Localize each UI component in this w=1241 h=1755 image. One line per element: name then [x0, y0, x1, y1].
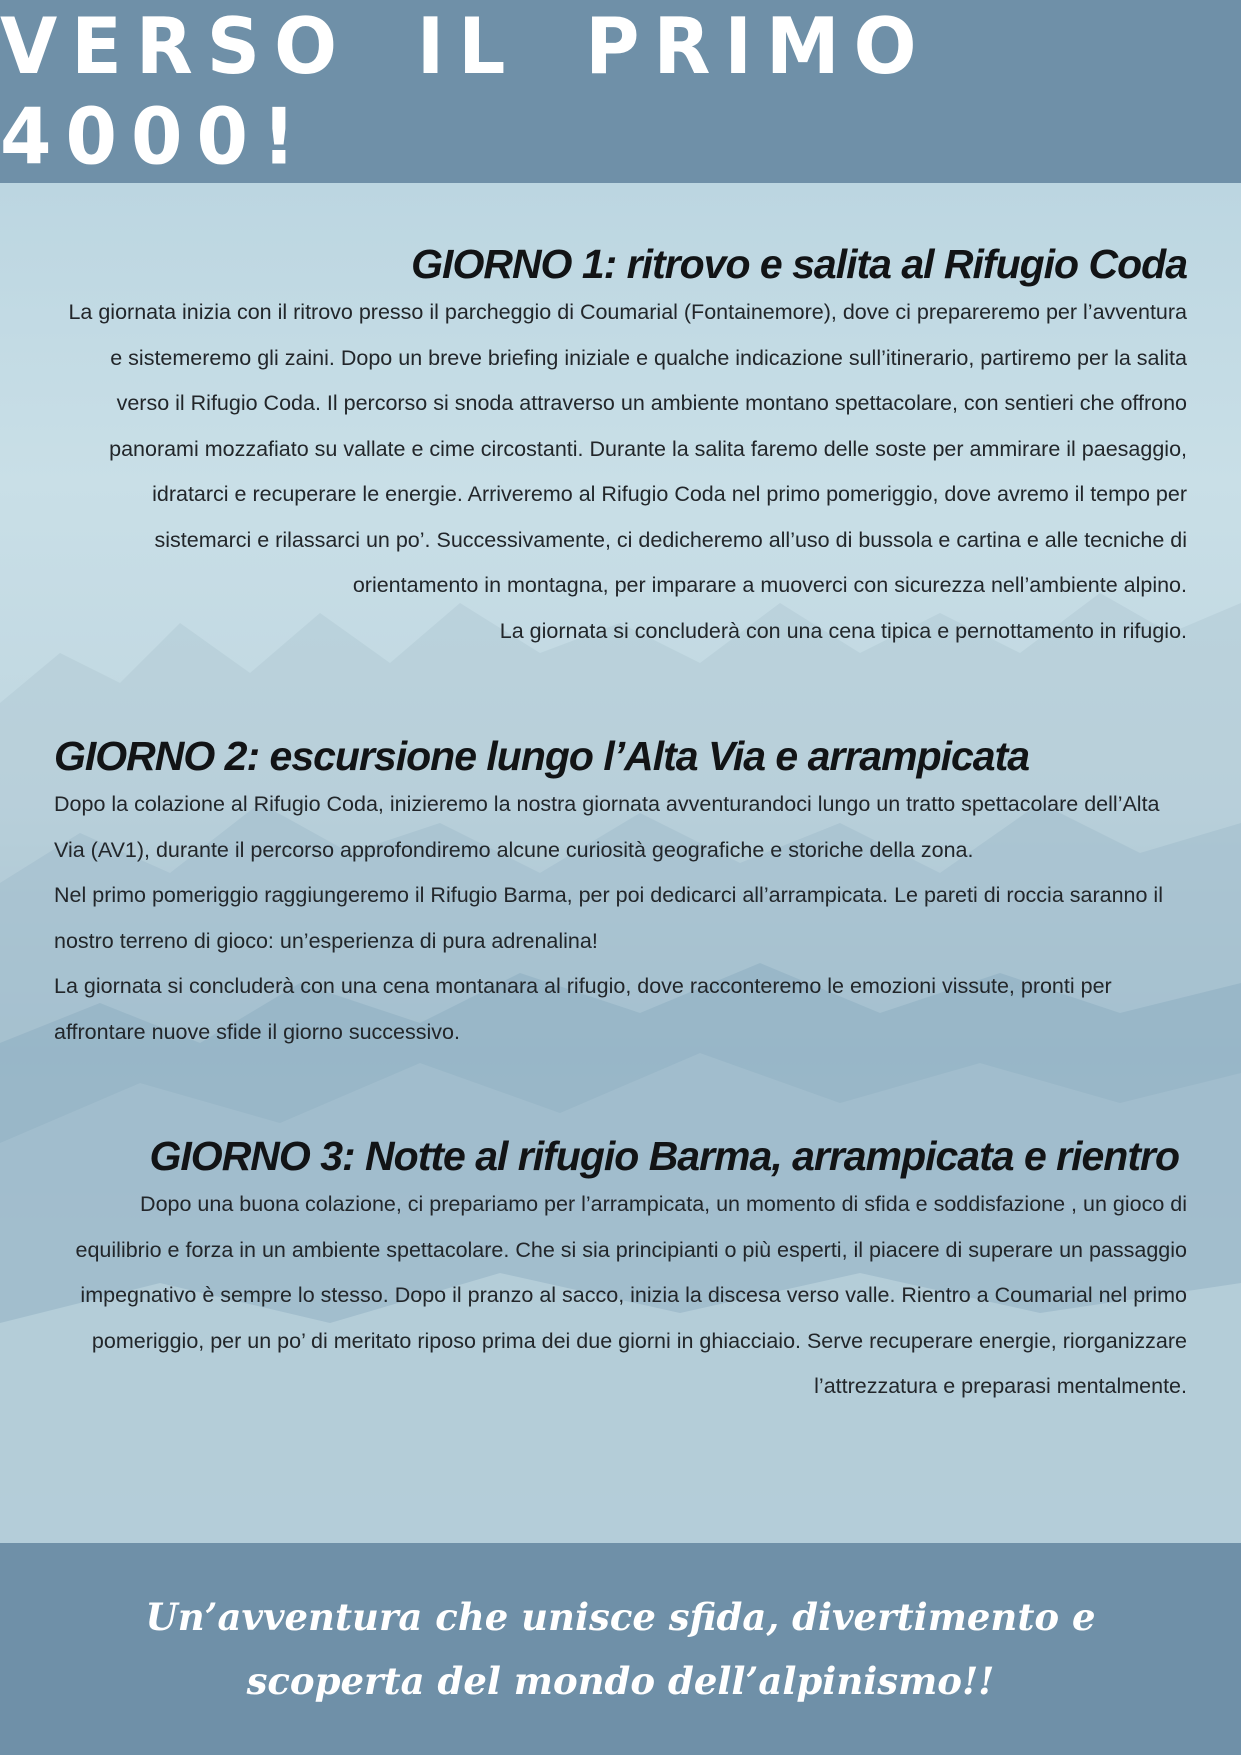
tagline-line-1: Un’avventura che unisce sfida, divertimento e [145, 1595, 1096, 1639]
day-3-paragraph: Dopo una buona colazione, ci prepariamo per l’arrampicata, un momento di sfida e soddisfazione , un gioco di equilibrio e forza in un ambiente spettacolare. Che si sia principianti o più esperti, il piacere di superare un passaggio impegnativo è sempre lo stesso. Dopo il pranzo al sacco, inizia la discesa verso valle. Rientro a Coumarial nel primo pomeriggio, per un po’ di meritato riposo prima dei due giorni in ghiacciaio. Serve recuperare energie, riorganizzare l’attrezzatura e preparasi mentalmente. [75, 1192, 1187, 1398]
footer-band [0, 1543, 1241, 1755]
day-1-paragraph: La giornata inizia con il ritrovo presso il parcheggio di Coumarial (Fontainemore), dove ci prepareremo per l’avventura e sistemeremo gli zaini. Dopo un breve briefing iniziale e qualche indicazione sull’itinerario, partiremo per la salita verso il Rifugio Coda. Il percorso si snoda attraverso un ambiente montano spettacolare, con sentieri che offrono panorami mozzafiato su vallate e cime circostanti. Durante la salita faremo delle soste per ammirare il paesaggio, idratarci e recuperare le energie. Arriveremo al Rifugio Coda nel primo pomeriggio, dove avremo il tempo per sistemarci e rilassarci un po’. Successivamente, ci dedicheremo all’uso di bussola e cartina e alle tecniche di orientamento in montagna, per imparare a muoverci con sicurezza nell’ambiente alpino. [68, 300, 1187, 597]
day-1-paragraph: La giornata si concluderà con una cena tipica e pernottamento in rifugio. [499, 618, 1187, 643]
day-2-paragraph: Nel primo pomeriggio raggiungeremo il Rifugio Barma, per poi dedicarci all’arrampicata. Le pareti di roccia saranno il nostro terreno di gioco: un’esperienza di pura adrenalina! [54, 883, 1163, 953]
content-area [0, 183, 1241, 1543]
page-title: VERSO IL PRIMO 4000! [0, 1, 931, 182]
day-3-heading: GIORNO 3: Notte al rifugio Barma, arrampicata e rientro [149, 1133, 1179, 1179]
tagline [121, 1585, 1121, 1713]
tagline-line-2: scoperta del mondo dell’alpinismo!! [246, 1659, 995, 1703]
day-2-section [54, 733, 1194, 1055]
day-3-section [60, 1133, 1187, 1410]
day-2-heading: GIORNO 2: escursione lungo l’Alta Via e arrampicata [54, 733, 1030, 779]
day-2-paragraph: Dopo la colazione al Rifugio Coda, inizieremo la nostra giornata avventurandoci lungo un tratto spettacolare dell’Alta Via (AV1), durante il percorso approfondiremo alcune curiosità geografiche e storiche della zona. [54, 792, 1160, 862]
header-band [0, 0, 1241, 183]
day-1-heading: GIORNO 1: ritrovo e salita al Rifugio Coda [411, 241, 1187, 287]
day-1-section [55, 241, 1187, 654]
day-2-paragraph: La giornata si concluderà con una cena montanara al rifugio, dove racconteremo le emozioni vissute, pronti per affrontare nuove sfide il giorno successivo. [54, 974, 1112, 1044]
